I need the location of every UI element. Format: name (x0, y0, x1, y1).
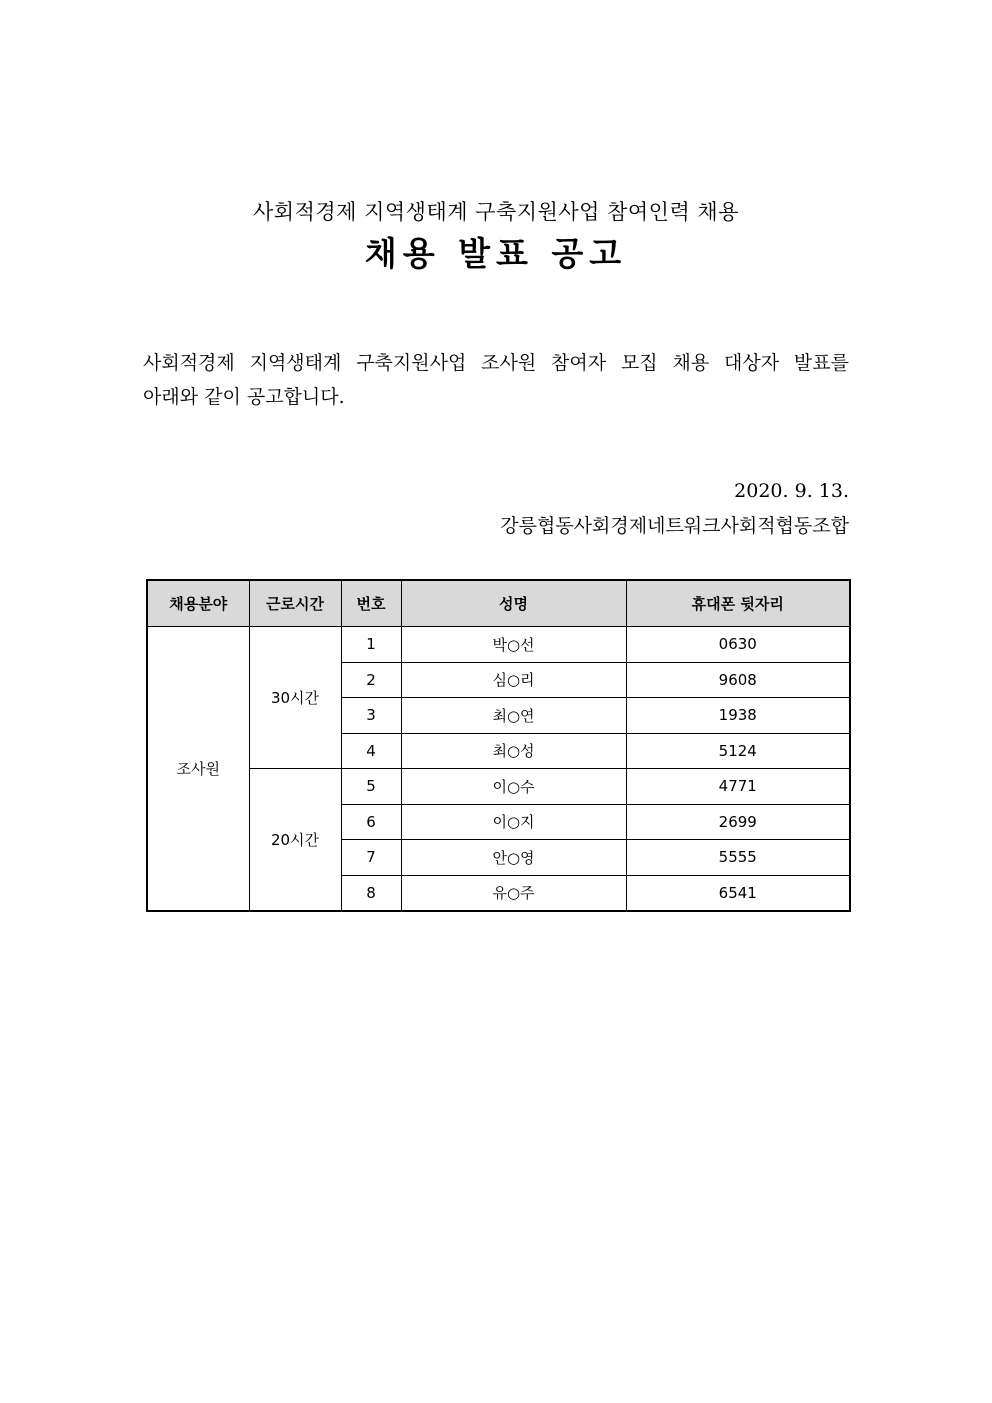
no-cell: 5 (341, 769, 401, 805)
name-cell: 이○수 (401, 769, 626, 805)
organization-name: 강릉협동사회경제네트워크사회적협동조합 (500, 515, 849, 537)
table-header-row (147, 580, 850, 627)
table-row (147, 627, 850, 663)
name-cell: 박○선 (401, 627, 626, 663)
document-title: 채용 발표 공고 (364, 234, 628, 273)
header-no: 번호 (341, 580, 401, 627)
body-line-2: 아래와 같이 공고합니다. (143, 386, 345, 408)
header-field: 채용분야 (147, 580, 249, 627)
no-cell: 1 (341, 627, 401, 663)
no-cell: 8 (341, 875, 401, 911)
name-cell: 최○연 (401, 698, 626, 734)
announcement-body (143, 346, 849, 414)
hiring-result-table (146, 579, 851, 912)
no-cell: 7 (341, 840, 401, 876)
header-hours: 근로시간 (249, 580, 341, 627)
hours-cell-20: 20시간 (249, 769, 341, 912)
phone-cell: 5555 (626, 840, 850, 876)
phone-cell: 5124 (626, 733, 850, 769)
phone-cell: 4771 (626, 769, 850, 805)
phone-cell: 2699 (626, 804, 850, 840)
announcement-date: 2020. 9. 13. (734, 480, 849, 502)
phone-cell: 9608 (626, 662, 850, 698)
field-cell: 조사원 (147, 627, 249, 912)
header-name: 성명 (401, 580, 626, 627)
body-line-1: 사회적경제 지역생태계 구축지원사업 조사원 참여자 모집 채용 대상자 발표를 (143, 352, 849, 374)
hours-cell-30: 30시간 (249, 627, 341, 769)
no-cell: 6 (341, 804, 401, 840)
name-cell: 이○지 (401, 804, 626, 840)
phone-cell: 6541 (626, 875, 850, 911)
name-cell: 안○영 (401, 840, 626, 876)
phone-cell: 1938 (626, 698, 850, 734)
name-cell: 최○성 (401, 733, 626, 769)
header-phone: 휴대폰 뒷자리 (626, 580, 850, 627)
name-cell: 심○리 (401, 662, 626, 698)
no-cell: 2 (341, 662, 401, 698)
phone-cell: 0630 (626, 627, 850, 663)
table-row (147, 769, 850, 805)
name-cell: 유○주 (401, 875, 626, 911)
no-cell: 4 (341, 733, 401, 769)
no-cell: 3 (341, 698, 401, 734)
document-subtitle: 사회적경제 지역생태계 구축지원사업 참여인력 채용 (253, 200, 739, 224)
